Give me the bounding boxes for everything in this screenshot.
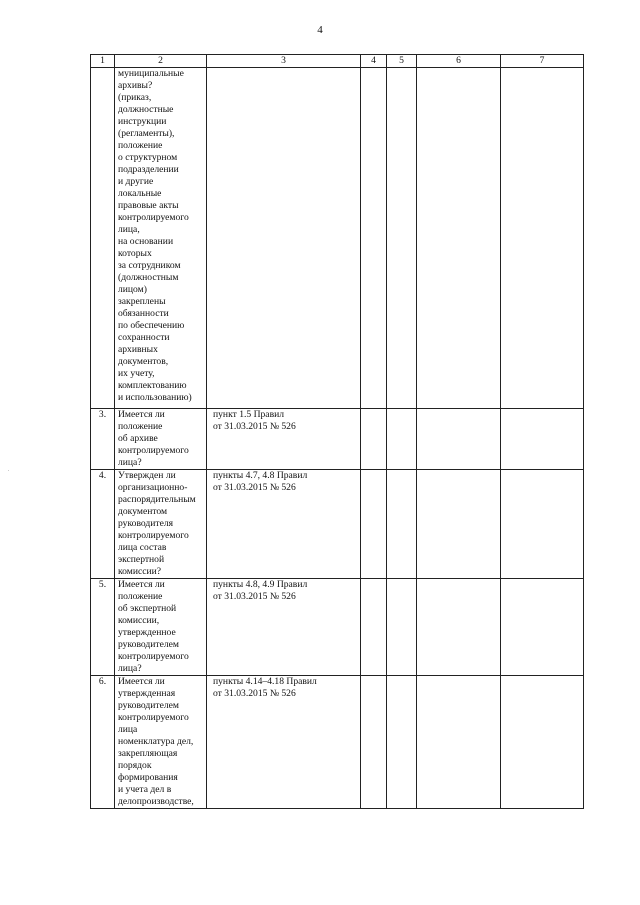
empty-cell-5: [387, 579, 417, 676]
table-row: [91, 579, 584, 676]
reference-text: пункты 4.7, 4.8 Правил от 31.03.2015 № 526: [213, 470, 308, 493]
header-cell-1: 1: [91, 55, 115, 68]
header-cell-4: 4: [361, 55, 387, 68]
empty-cell-7: [501, 579, 584, 676]
empty-cell-7: [501, 676, 584, 809]
header-row: [91, 55, 584, 68]
reference-cell: [207, 579, 361, 676]
question-text: Имеется ли положение об экспертной комиссии, утвержденное руководителем контролируемого лица?: [118, 579, 189, 674]
row-number: 6.: [91, 676, 115, 809]
table-row: [91, 470, 584, 579]
header-cell-6: 6: [417, 55, 501, 68]
empty-cell-7: [501, 470, 584, 579]
header-cell-3: 3: [207, 55, 361, 68]
question-text: Имеется ли положение об архиве контролируемого лица?: [118, 409, 189, 468]
empty-cell-6: [417, 470, 501, 579]
empty-cell-5: [387, 409, 417, 470]
empty-cell-6: [417, 68, 501, 409]
table-row: [91, 68, 584, 409]
empty-cell-6: [417, 409, 501, 470]
empty-cell-6: [417, 579, 501, 676]
page-number: 4: [317, 24, 323, 36]
margin-mark: [8, 470, 9, 471]
reference-text: пункт 1.5 Правил от 31.03.2015 № 526: [213, 409, 296, 432]
question-cell: [115, 409, 207, 470]
empty-cell-4: [361, 68, 387, 409]
reference-text: пункты 4.8, 4.9 Правил от 31.03.2015 № 526: [213, 579, 308, 602]
reference-cell: [207, 409, 361, 470]
question-text: Утвержден ли организационно- распорядительным документом руководителя контролируемого лица состав экспертной комиссии?: [118, 470, 196, 577]
reference-cell: [207, 68, 361, 409]
reference-cell: [207, 676, 361, 809]
table-row: [91, 676, 584, 809]
question-cell: [115, 470, 207, 579]
empty-cell-7: [501, 409, 584, 470]
question-text: муниципальные архивы? (приказ, должностные инструкции (регламенты), положение о структурном подразделении и другие локальные правовые акты контролируемого лица, на основании которых за сотрудником (должностным лицом) закреплены обязанности по обеспечению сохранности архивных документов, их учету, комплектованию и использованию): [118, 68, 192, 403]
header-cell-7: 7: [501, 55, 584, 68]
empty-cell-4: [361, 409, 387, 470]
empty-cell-4: [361, 676, 387, 809]
empty-cell-4: [361, 579, 387, 676]
empty-cell-7: [501, 68, 584, 409]
row-number: 4.: [91, 470, 115, 579]
row-number: 3.: [91, 409, 115, 470]
empty-cell-5: [387, 68, 417, 409]
question-cell: [115, 579, 207, 676]
header-cell-5: 5: [387, 55, 417, 68]
reference-cell: [207, 470, 361, 579]
empty-cell-4: [361, 470, 387, 579]
question-cell: [115, 676, 207, 809]
table-row: [91, 409, 584, 470]
question-cell: [115, 68, 207, 409]
reference-text: пункты 4.14–4.18 Правил от 31.03.2015 № 526: [213, 676, 317, 699]
row-number: [91, 68, 115, 409]
empty-cell-6: [417, 676, 501, 809]
question-text: Имеется ли утвержденная руководителем контролируемого лица номенклатура дел, закрепляющая порядок формирования и учета дел в делопроизводстве,: [118, 676, 194, 807]
empty-cell-5: [387, 676, 417, 809]
header-cell-2: 2: [115, 55, 207, 68]
checklist-table: [90, 54, 584, 809]
empty-cell-5: [387, 470, 417, 579]
row-number: 5.: [91, 579, 115, 676]
